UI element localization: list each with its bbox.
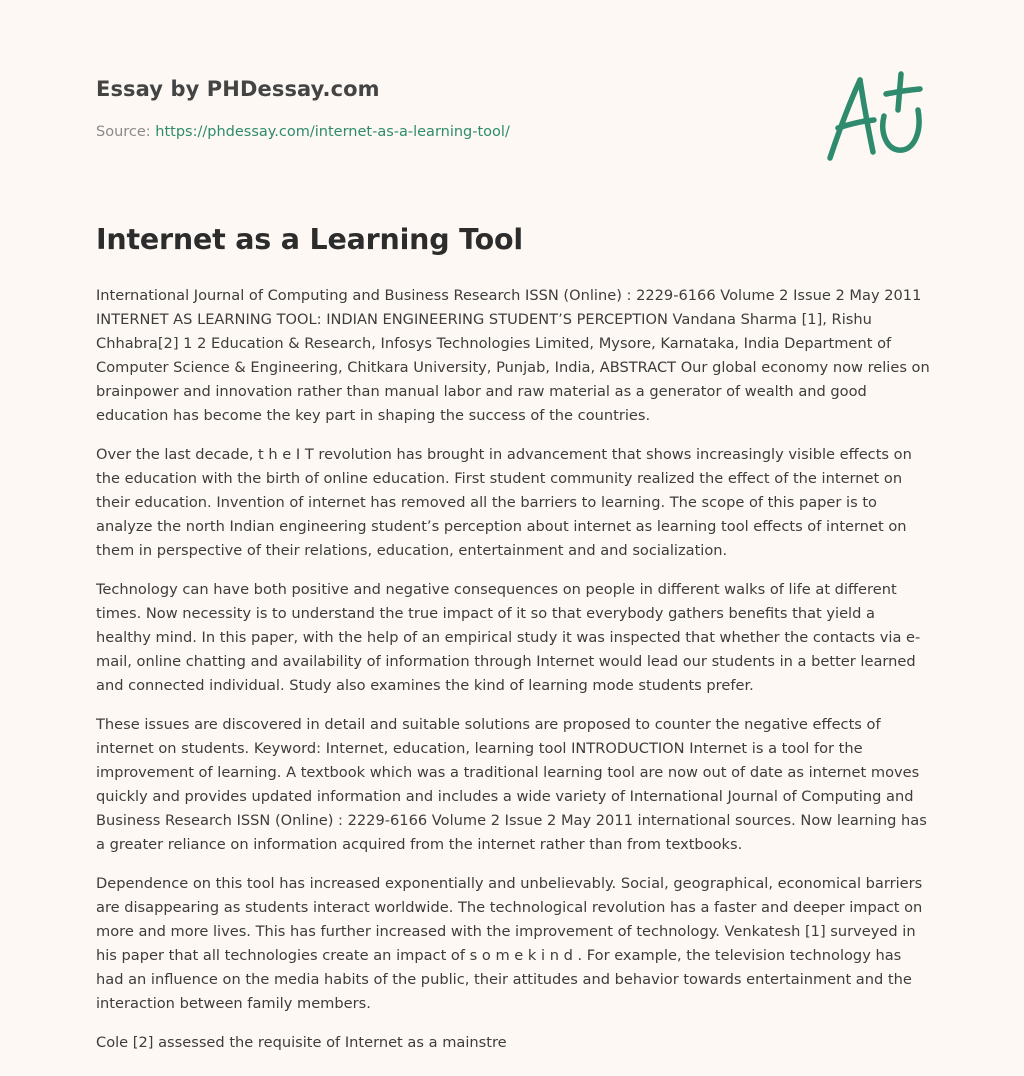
article-paragraph: International Journal of Computing and Business Research ISSN (Online) : 2229-6166 Volume 2 Issue 2 May 2011 INTERNET AS LEARNING TOOL: INDIAN ENGINEERING STUDENT’S PERCEPTION Vandana Sharma [1], Rishu Chhabra[2] 1 2 Education & Research, Infosys Technologies Limited, Mysore, Karnataka, India Department of Computer Science & Engineering, Chitkara University, Punjab, India, ABSTRACT Our global economy now relies on brainpower and innovation rather than manual labor and raw material as a generator of wealth and good education has become the key part in shaping the success of the countries. <box>96 287 930 424</box>
article-paragraph: Dependence on this tool has increased exponentially and unbelievably. Social, geographical, economical barriers are disappearing as students interact worldwide. The technological revolution has a faster and deeper impact on more and more lives. This has further increased with the improvement of technology. Venkatesh [1] surveyed in his paper that all technologies create an impact of s o m e k i n d . For example, the television technology has had an influence on the media habits of the public, their attitudes and behavior towards entertainment and the interaction between family members. <box>96 875 923 1012</box>
article-paragraph: Over the last decade, t h e I T revolution has brought in advancement that shows increasingly visible effects on the education with the birth of online education. First student community realized the effect of the internet on their education. Invention of internet has removed all the barriers to learning. The scope of this paper is to analyze the north Indian engineering student’s perception about internet as learning tool effects of internet on them in perspective of their relations, education, entertainment and and socialization. <box>96 446 912 559</box>
article-paragraph: Technology can have both positive and negative consequences on people in different walks of life at different times. Now necessity is to understand the true impact of it so that everybody gathers benefits that yield a healthy mind. In this paper, with the help of an empirical study it was inspected that whether the contacts via e-mail, online chatting and availability of information through Internet would lead our students in a better learned and connected individual. Study also examines the kind of learning mode students prefer. <box>96 581 921 694</box>
article-body <box>96 284 931 1070</box>
site-brand: Essay by PHDessay.com <box>96 77 380 101</box>
source-line <box>96 124 510 140</box>
a-plus-logo-icon <box>820 66 930 166</box>
source-link[interactable]: https://phdessay.com/internet-as-a-learning-tool/ <box>155 124 510 140</box>
article-title: Internet as a Learning Tool <box>96 223 523 256</box>
article-paragraph: These issues are discovered in detail and suitable solutions are proposed to counter the negative effects of internet on students. Keyword: Internet, education, learning tool INTRODUCTION Internet is a tool for the improvement of learning. A textbook which was a traditional learning tool are now out of date as internet moves quickly and provides updated information and includes a wide variety of International Journal of Computing and Business Research ISSN (Online) : 2229-6166 Volume 2 Issue 2 May 2011 international sources. Now learning has a greater reliance on information acquired from the internet rather than from textbooks. <box>96 716 927 853</box>
source-label: Source: <box>96 124 151 140</box>
article-paragraph: Cole [2] assessed the requisite of Internet as a mainstre <box>96 1034 507 1051</box>
